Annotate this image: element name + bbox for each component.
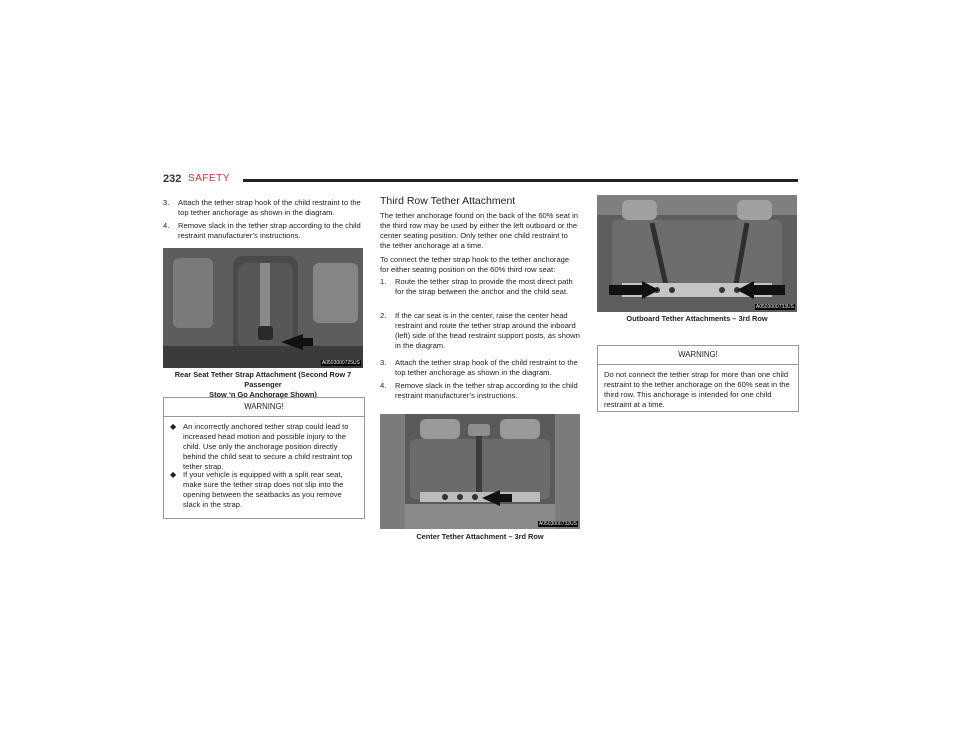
figure-caption: Outboard Tether Attachments – 3rd Row	[626, 314, 768, 323]
bullet-icon: ◆	[170, 470, 177, 479]
header-rule	[243, 179, 798, 182]
section-title: SAFETY	[188, 173, 230, 184]
page-header	[163, 173, 798, 187]
figure-caption: Center Tether Attachment – 3rd Row	[416, 532, 544, 541]
warning-box-right	[597, 345, 799, 412]
figure-code: A0503000733US	[755, 304, 794, 310]
page-number: 232	[163, 173, 182, 185]
section-heading: Third Row Tether Attachment	[380, 195, 516, 207]
warning-box-left: WARNING! ◆ An incorrectly anchored tether strap could lead to increased head motion and possible injury to the child. Use only the anchorage position directly behind the child seat to secure a child restraint top tether strap. ◆ If your vehicle is equipped with a split rear seat, make sure the tether strap does not slip into the opening between the seatbacks as you remove slack in the strap.	[163, 397, 365, 519]
figure-second-row-tether-image	[163, 248, 363, 368]
paragraph: The tether anchorage found on the back of the 60% seat in the third row may be used by either the left outboard or the center seating position. Only tether one child restraint to the tether anchorage at a time.	[380, 211, 578, 250]
warning-title: WARNING!	[164, 398, 364, 417]
paragraph: To connect the tether strap hook to the tether anchorage for either seating position on the 60% third row seat:	[380, 255, 570, 274]
warning-text: Do not connect the tether strap for more than one child restraint to the tether anchorage on the 60% seat in the third row. This anchorage is intended for one child restraint at a time.	[604, 370, 790, 409]
figure-caption: Rear Seat Tether Strap Attachment (Second Row 7 Passenger Stow ‘n Go Anchorage Shown)	[174, 370, 352, 399]
figure-code: A0503000725US	[321, 360, 360, 366]
figure-outboard-tether-image	[597, 195, 797, 312]
bullet-icon: ◆	[170, 422, 177, 431]
warning-title: WARNING!	[598, 346, 798, 365]
figure-code: A0503000732US	[538, 521, 577, 527]
figure-center-tether-image	[380, 414, 580, 529]
